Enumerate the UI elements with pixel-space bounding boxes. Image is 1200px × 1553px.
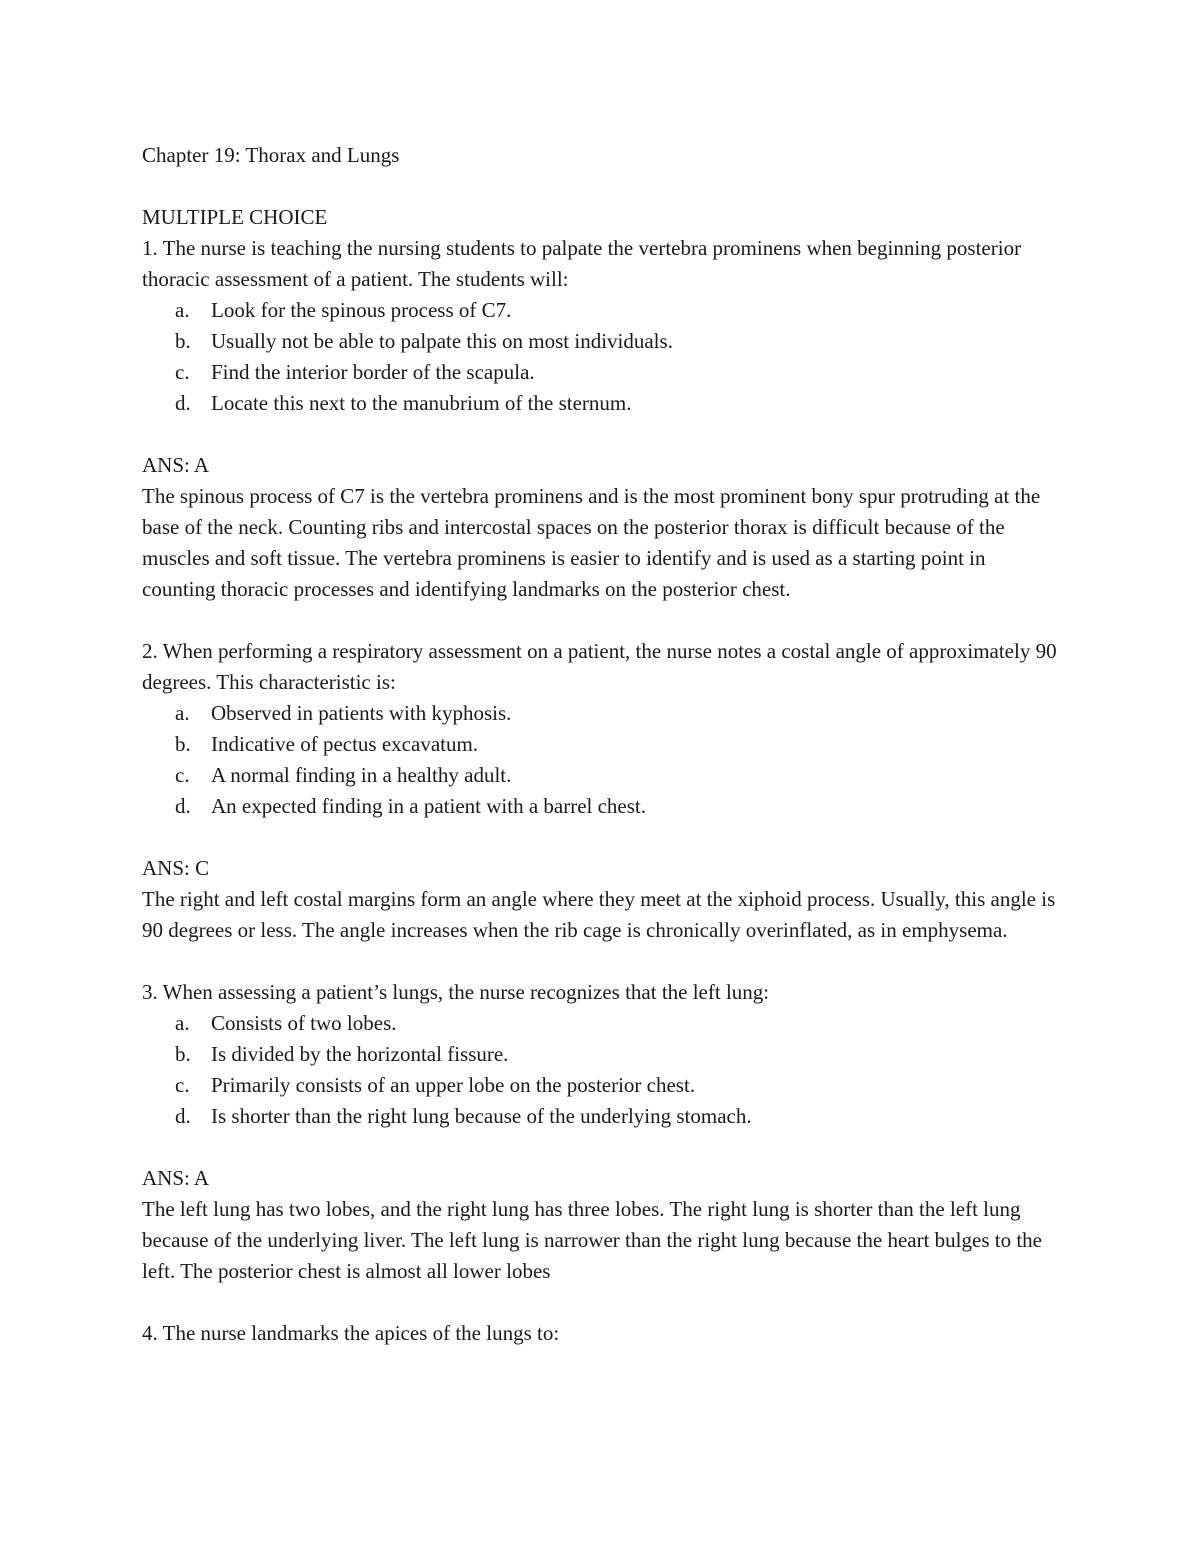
option-c (142, 357, 1062, 388)
option-letter: c. (175, 763, 190, 787)
option-d (142, 791, 1062, 822)
option-letter: a. (175, 1011, 190, 1035)
option-d (142, 1101, 1062, 1132)
rationale: The left lung has two lobes, and the right lung has three lobes. The right lung is shorter than the left lung because of the underlying liver. The left lung is narrower than the right lung because the heart bulges to the left. The posterior chest is almost all lower lobes (142, 1197, 1042, 1283)
option-a (142, 698, 1062, 729)
option-text: Is shorter than the right lung because of the underlying stomach. (211, 1104, 752, 1128)
spacer (142, 171, 1062, 202)
option-list (142, 1008, 1062, 1132)
option-letter: c. (175, 1073, 190, 1097)
spacer (142, 946, 1062, 977)
section-heading: MULTIPLE CHOICE (142, 205, 328, 229)
option-letter: d. (175, 794, 191, 818)
spacer (142, 1287, 1062, 1318)
spacer (142, 822, 1062, 853)
question-stem: 2. When performing a respiratory assessment on a patient, the nurse notes a costal angle of approximately 90 degrees. This characteristic is: (142, 639, 1057, 694)
option-text: Look for the spinous process of C7. (211, 298, 512, 322)
document-page (142, 140, 1062, 1349)
option-text: Consists of two lobes. (211, 1011, 397, 1035)
option-text: An expected finding in a patient with a barrel chest. (211, 794, 647, 818)
option-text: A normal finding in a healthy adult. (211, 763, 512, 787)
option-letter: b. (175, 732, 191, 756)
option-letter: d. (175, 1104, 191, 1128)
chapter-title: Chapter 19: Thorax and Lungs (142, 143, 400, 167)
option-letter: b. (175, 1042, 191, 1066)
answer-key: ANS: A (142, 453, 210, 477)
option-b (142, 326, 1062, 357)
question-stem: 4. The nurse landmarks the apices of the lungs to: (142, 1321, 560, 1345)
question-stem: 3. When assessing a patient’s lungs, the nurse recognizes that the left lung: (142, 980, 770, 1004)
option-letter: b. (175, 329, 191, 353)
question-1 (142, 233, 1062, 605)
option-d (142, 388, 1062, 419)
option-a (142, 295, 1062, 326)
rationale: The right and left costal margins form an angle where they meet at the xiphoid process. Usually, this angle is 90 degrees or less. The angle increases when the rib cage is chronically overinflated, as in emphysema. (142, 887, 1056, 942)
option-list (142, 698, 1062, 822)
spacer (142, 419, 1062, 450)
option-a (142, 1008, 1062, 1039)
question-2 (142, 636, 1062, 946)
option-text: Find the interior border of the scapula. (211, 360, 535, 384)
spacer (142, 605, 1062, 636)
option-list (142, 295, 1062, 419)
option-letter: a. (175, 701, 190, 725)
option-text: Indicative of pectus excavatum. (211, 732, 479, 756)
answer-key: ANS: A (142, 1166, 210, 1190)
option-c (142, 760, 1062, 791)
option-letter: d. (175, 391, 191, 415)
option-letter: c. (175, 360, 190, 384)
question-4 (142, 1318, 1062, 1349)
spacer (142, 1132, 1062, 1163)
option-text: Is divided by the horizontal fissure. (211, 1042, 509, 1066)
option-letter: a. (175, 298, 190, 322)
option-text: Observed in patients with kyphosis. (211, 701, 512, 725)
option-text: Locate this next to the manubrium of the sternum. (211, 391, 632, 415)
answer-key: ANS: C (142, 856, 210, 880)
option-b (142, 1039, 1062, 1070)
option-b (142, 729, 1062, 760)
rationale: The spinous process of C7 is the vertebra prominens and is the most prominent bony spur protruding at the base of the neck. Counting ribs and intercostal spaces on the posterior thorax is difficult because of the muscles and soft tissue. The vertebra prominens is easier to identify and is used as a starting point in counting thoracic processes and identifying landmarks on the posterior chest. (142, 484, 1041, 601)
option-text: Primarily consists of an upper lobe on the posterior chest. (211, 1073, 696, 1097)
question-stem: 1. The nurse is teaching the nursing students to palpate the vertebra prominens when beginning posterior thoracic assessment of a patient. The students will: (142, 236, 1022, 291)
option-c (142, 1070, 1062, 1101)
option-text: Usually not be able to palpate this on most individuals. (211, 329, 673, 353)
question-3 (142, 977, 1062, 1287)
